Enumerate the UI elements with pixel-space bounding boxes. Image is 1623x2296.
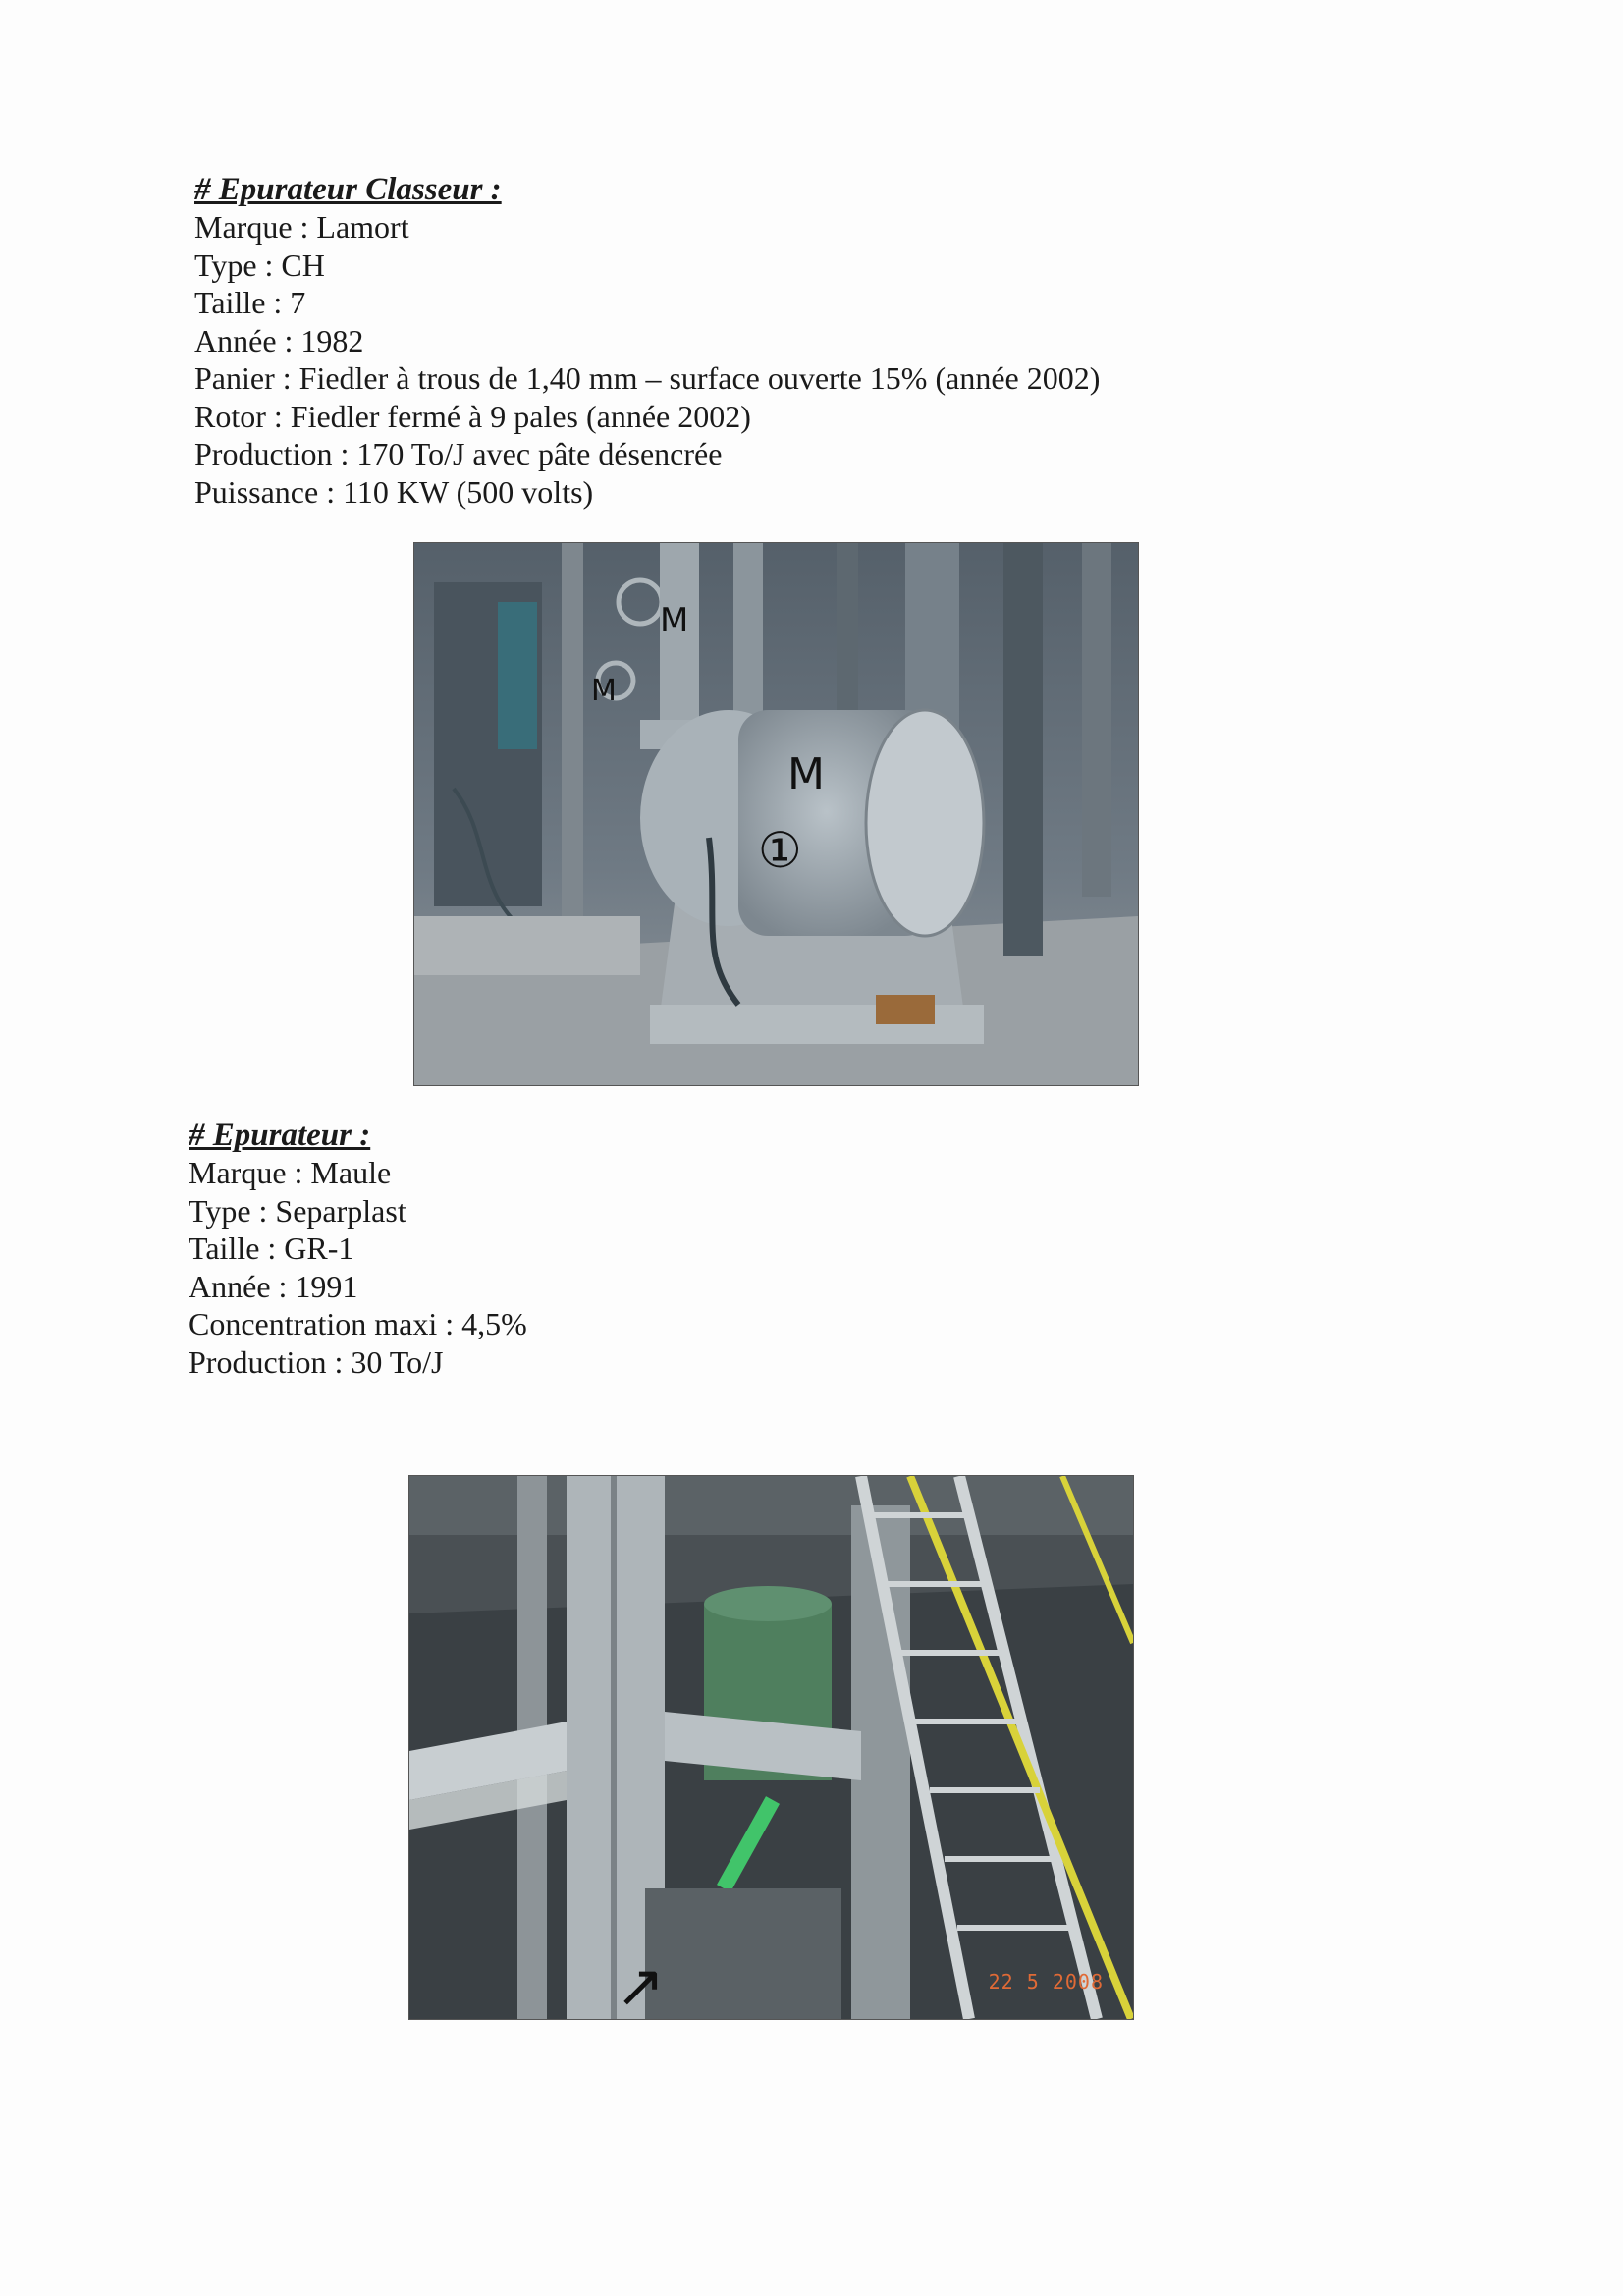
section-heading: # Epurateur Classeur : (194, 172, 502, 207)
spec-line: Type : CH (194, 246, 325, 283)
spec-line: Marque : Maule (189, 1155, 392, 1190)
spec-line: Production : 170 To/J avec pâte désencrée (194, 436, 723, 471)
spec-line: Taille : 7 (194, 285, 306, 320)
machine-photo-epurateur (408, 1475, 1134, 2020)
spec-line: Année : 1982 (194, 322, 364, 358)
spec-line: Concentration maxi : 4,5% (189, 1306, 527, 1341)
section-epurateur (189, 1117, 527, 1381)
spec-line: Production : 30 To/J (189, 1343, 444, 1380)
svg-text:M: M (591, 674, 617, 708)
photo-date-stamp: 22 5 2008 (988, 1970, 1104, 1994)
spec-line: Puissance : 110 KW (500 volts) (194, 473, 594, 510)
svg-text:↗: ↗ (616, 1952, 666, 2019)
spec-line: Panier : Fiedler à trous de 1,40 mm – surface ouverte 15% (année 2002) (194, 360, 1101, 396)
spec-line: Année : 1991 (189, 1268, 358, 1304)
svg-text:M: M (660, 601, 689, 640)
spec-line: Type : Separplast (189, 1192, 406, 1229)
section-heading: # Epurateur : (189, 1118, 371, 1153)
section-epurateur-classeur (194, 171, 1100, 511)
spec-line: Marque : Lamort (194, 209, 409, 245)
svg-text:M: M (787, 749, 825, 799)
machine-photo-classeur (413, 542, 1139, 1086)
spec-line: Rotor : Fiedler fermé à 9 pales (année 2002) (194, 398, 751, 434)
svg-text:①: ① (758, 822, 802, 879)
spec-line: Taille : GR-1 (189, 1230, 354, 1266)
